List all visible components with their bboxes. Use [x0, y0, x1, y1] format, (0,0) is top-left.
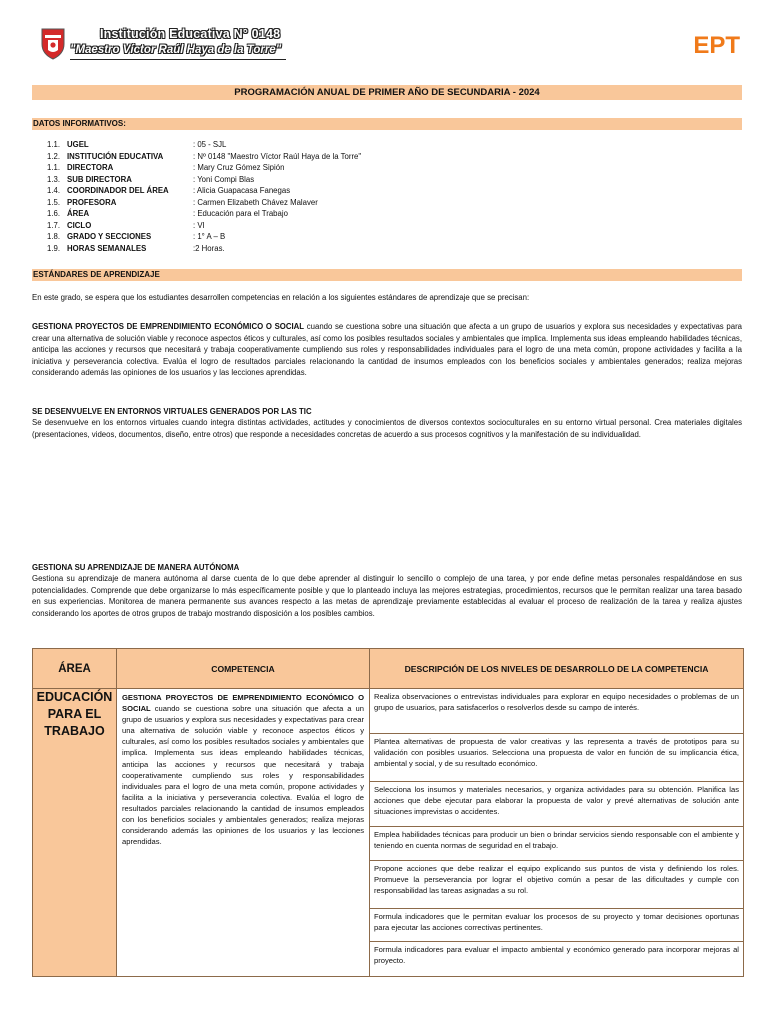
- header-descripcion: DESCRIPCIÓN DE LOS NIVELES DE DESARROLLO DE LA COMPETENCIA: [370, 649, 744, 689]
- info-row: [47, 139, 547, 151]
- info-number: 1.1.: [47, 140, 61, 149]
- datos-heading: DATOS INFORMATIVOS:: [32, 118, 742, 130]
- info-row: [47, 162, 547, 174]
- info-label: CICLO: [67, 220, 92, 230]
- info-label: HORAS SEMANALES: [67, 243, 147, 253]
- gestiona-text: cuando se cuestiona sobre una situación que afecta a un grupo de usuarios y explora sus necesidades y expectativas para crear una alternativa de solución viable y reconoce aspectos éticos y culturales, así como los posibles resultados sociales y ambientales que implica. Implementa sus ideas empleando habilidades técnicas, anticipa las acciones y recursos que necesitará y trabaja cooperativamente cumpliendo sus roles y responsabilidades individuales para el logro de una meta común, propone actividades y facilita a la iniciativa y perseverancia colectiva. Evalúa el logro de resultados parciales relacionando la cantidad de insumos empleados con los beneficios sociales y ambientales generados; realiza mejoras considerando además las opiniones de los usuarios y las lecciones aprendidas.: [32, 322, 743, 378]
- info-number: 1.3.: [47, 174, 61, 184]
- institution-motto: "Maestro Víctor Raúl Haya de la Torre": [70, 44, 282, 56]
- page-title: PROGRAMACIÓN ANUAL DE PRIMER AÑO DE SECUNDARIA - 2024: [32, 85, 742, 100]
- table-row: [33, 689, 744, 734]
- info-row: [47, 208, 547, 220]
- info-number: 1.2.: [47, 151, 61, 161]
- descripcion-cell: Emplea habilidades técnicas para producir un bien o brindar servicios siendo responsable con el ambiente y teniendo en cuenta normas de seguridad en el trabajo.: [370, 827, 744, 861]
- brand-label: EPT: [693, 32, 740, 59]
- descripcion-cell: Realiza observaciones o entrevistas individuales para explorar en equipo necesidades o problemas de un grupo de usuarios, para satisfacerlos o resolverlos desde su campo de interés.: [370, 689, 744, 734]
- info-value: : Nº 0148 "Maestro Víctor Raúl Haya de la Torre": [193, 151, 362, 161]
- info-number: 1.7.: [47, 220, 61, 230]
- info-number: 1.1.: [47, 163, 61, 172]
- document-header: [36, 22, 740, 72]
- info-row: [47, 243, 547, 255]
- autonoma-paragraph: Gestiona su aprendizaje de manera autónoma al darse cuenta de lo que debe aprender al distinguir lo sencillo o complejo de una tarea, y por ende define metas personales respaldándose en sus potencialidades. Comprende que debe organizarse lo más específicamente posible y que lo planteado incluya las mejores estrategias, procedimientos, recursos que le permitan realizar una tarea basado en sus experiencias. Monitorea de manera permanente sus avances respecto a las metas de aprendizaje previamente establecidas al evaluar el proceso de realización de la tarea y realiza ajustes considerando los aportes de otros grupos de trabajo mostrando disposición a los posibles cambios.: [32, 574, 742, 618]
- info-number: 1.9.: [47, 243, 61, 253]
- descripcion-cell: Selecciona los insumos y materiales necesarios, y organiza actividades para su obtención. Planifica las acciones que debe ejecutar para elaborar la propuesta de valor y prevé alternativas de solución ante situaciones imprevistas o accidentes.: [370, 782, 744, 827]
- info-value: :2 Horas.: [193, 243, 225, 253]
- info-value: : Carmen Elizabeth Chávez Malaver: [193, 197, 318, 207]
- info-number: 1.5.: [47, 197, 61, 207]
- competency-table: [32, 648, 744, 977]
- estandares-heading: ESTÁNDARES DE APRENDIZAJE: [32, 269, 742, 281]
- competencia-cell: [117, 689, 370, 977]
- info-value: : Yoni Compi Blas: [193, 174, 255, 184]
- info-label: INSTITUCIÓN EDUCATIVA: [67, 151, 164, 161]
- info-value: : VI: [193, 220, 205, 230]
- descripcion-cell: Formula indicadores para evaluar el impacto ambiental y económico generado para incorporar mejoras al proyecto.: [370, 942, 744, 977]
- info-number: 1.8.: [47, 232, 61, 241]
- header-competencia: COMPETENCIA: [117, 649, 370, 689]
- institution-name: Institución Educativa N° 0148: [100, 27, 281, 41]
- tic-heading: SE DESENVUELVE EN ENTORNOS VIRTUALES GENERADOS POR LAS TIC: [32, 407, 312, 416]
- info-label: SUB DIRECTORA: [67, 174, 132, 184]
- gestiona-heading: GESTIONA PROYECTOS DE EMPRENDIMIENTO ECONÓMICO O SOCIAL: [32, 322, 305, 331]
- descripcion-cell: Propone acciones que debe realizar el equipo explicando sus puntos de vista y definiendo los roles. Promueve la perseverancia por lograr el objetivo común a pesar de las dificultades y cumple con responsabilidad las tareas asignadas a su rol.: [370, 861, 744, 909]
- info-list: [47, 139, 547, 254]
- info-number: 1.4.: [47, 186, 61, 195]
- info-value: : 1° A – B: [193, 232, 226, 241]
- header-area: ÁREA: [33, 649, 117, 689]
- info-row: [47, 174, 547, 186]
- info-value: : Alicia Guapacasa Fanegas: [193, 186, 291, 195]
- info-row: [47, 151, 547, 163]
- info-value: : Educación para el Trabajo: [193, 209, 288, 218]
- school-shield-icon: [40, 26, 66, 60]
- info-label: GRADO Y SECCIONES: [67, 232, 152, 241]
- descripcion-cell: Formula indicadores que le permitan evaluar los procesos de su proyecto y tomar decisiones oportunas para ejecutar las acciones correctivas pertinentes.: [370, 909, 744, 942]
- table-header-row: [33, 649, 744, 689]
- info-label: COORDINADOR DEL ÁREA: [67, 186, 169, 195]
- area-cell: EDUCACIÓN PARA EL TRABAJO: [33, 689, 117, 977]
- info-label: DIRECTORA: [67, 163, 114, 172]
- info-value: : Mary Cruz Gómez Sipión: [193, 163, 285, 172]
- info-label: UGEL: [67, 140, 89, 149]
- gestiona-paragraph: [32, 321, 742, 379]
- info-label: ÁREA: [67, 209, 90, 218]
- info-row: [47, 231, 547, 243]
- competencia-heading: GESTIONA PROYECTOS DE EMPRENDIMIENTO ECONÓMICO O SOCIAL: [122, 693, 364, 714]
- autonoma-heading: GESTIONA SU APRENDIZAJE DE MANERA AUTÓNOMA: [32, 563, 240, 572]
- header-divider: [70, 59, 286, 60]
- info-row: [47, 220, 547, 232]
- info-row: [47, 185, 547, 197]
- intro-paragraph: En este grado, se espera que los estudiantes desarrollen competencias en relación a los siguientes estándares de aprendizaje que se precisan:: [32, 293, 530, 302]
- info-label: PROFESORA: [67, 197, 117, 207]
- competencia-text: cuando se cuestiona sobre una situación que afecta a un grupo de usuarios y explora sus necesidades y expectativas para crear una alternativa de solución viable y reconoce aspectos éticos y culturales, así como los posibles resultados sociales y ambientales que implica. Implementa sus ideas empleando habilidades técnicas, anticipa las acciones y recursos que necesitará y trabaja cooperativamente cumpliendo sus roles y responsabilidades individuales para el logro de una meta común, propone actividades y facilita a la iniciativa y perseverancia colectiva. Evalúa el logro de resultados parciales relacionando la cantidad de insumos empleados con los beneficios sociales y ambientales generados; realiza mejoras considerando además las opiniones de los usuarios y las lecciones aprendidas.: [122, 704, 364, 847]
- info-value: : 05 - SJL: [193, 140, 227, 149]
- descripcion-cell: Plantea alternativas de propuesta de valor creativas y las representa a través de prototipos para su validación con posibles usuarios. Selecciona una propuesta de valor en función de su implicancia ética, ambiental y social, y de su resultado económico.: [370, 734, 744, 782]
- tic-paragraph: Se desenvuelve en los entornos virtuales cuando integra distintas actividades, actitudes y conocimientos de diversos contextos socioculturales en su entorno virtual personal. Crea materiales digitales (presentaciones, videos, documentos, diseño, entre otros) que responde a necesidades concretas de acuerdo a sus procesos cognitivos y la manifestación de su individualidad.: [32, 418, 742, 439]
- info-row: [47, 197, 547, 209]
- info-number: 1.6.: [47, 209, 61, 218]
